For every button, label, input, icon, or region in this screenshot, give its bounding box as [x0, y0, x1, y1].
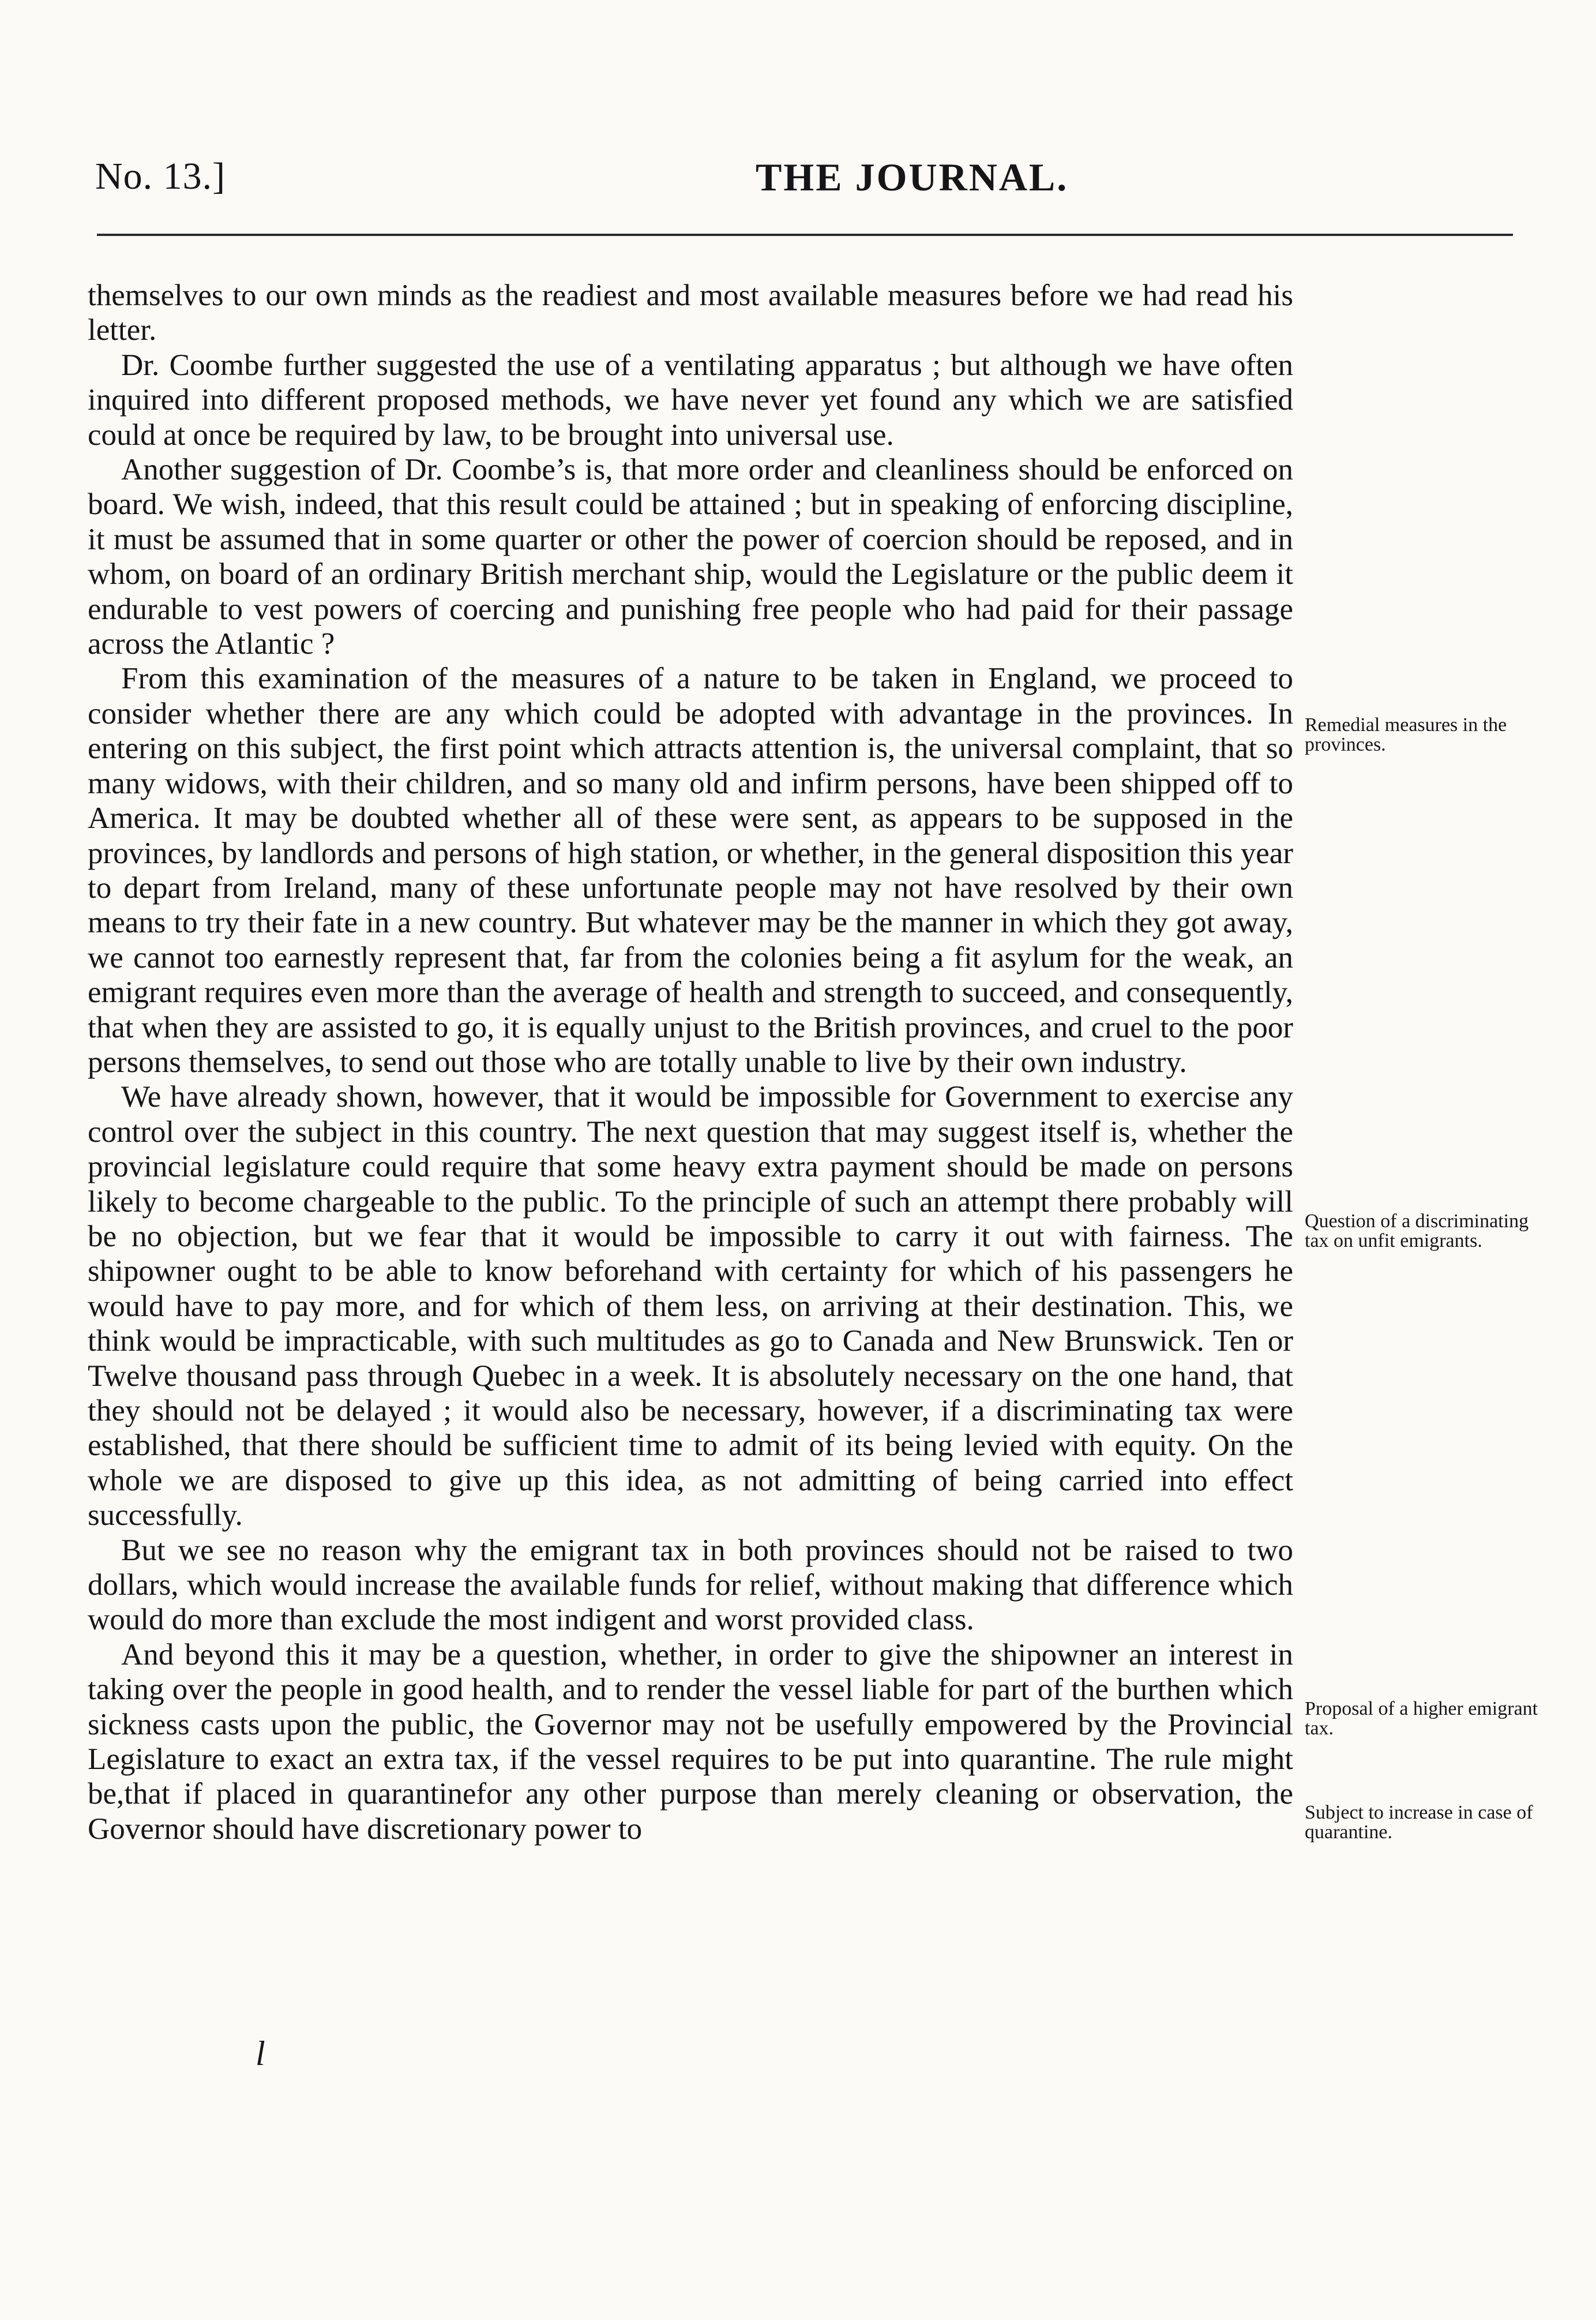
paragraph: But we see no reason why the emigrant tax in both provinces should not be raised to two dollars, which would increase the available funds for relief, without making that difference which would do more than exclude the most indigent and worst provided class. [88, 1533, 1293, 1637]
signature-mark: l [256, 2034, 265, 2072]
margin-note-remedial: Remedial measures in the provinces. [1305, 714, 1507, 755]
journal-title: THE JOURNAL. [756, 155, 1069, 199]
issue-number: No. 13.] [95, 155, 226, 197]
main-text [88, 278, 1293, 1846]
paragraph: From this examination of the measures of a nature to be taken in England, we proceed to consider whether there are any which could be adopted with advantage in the provinces. In entering on this subject, the first point which attracts attention is, the universal complaint, that so many widows, with their children, and so many old and infirm persons, have been shipped off to America. It may be doubted whether all of these were sent, as appears to be supposed in the provinces, by landlords and persons of high station, or whether, in the general disposition this year to depart from Ireland, many of these unfortunate people may not have resolved by their own means to try their fate in a new country. But whatever may be the manner in which they got away, we cannot too earnestly represent that, far from the colonies being a fit asylum for the weak, an emigrant requires even more than the average of health and strength to succeed, and consequently, that when they are assisted to go, it is equally unjust to the British provinces, and cruel to the poor persons themselves, to send out those who are totally unable to live by their own industry. [88, 662, 1293, 1079]
page-header [95, 155, 1514, 201]
paragraph: Dr. Coombe further suggested the use of a ventilating apparatus ; but although we have often inquired into different proposed methods, we have never yet found any which we are satisfied could at once be required by law, to be brought into universal use. [88, 348, 1293, 452]
paragraph: We have already shown, however, that it would be impossible for Government to exercise any control over the subject in this country. The next question that may suggest itself is, whether the provincial legislature could require that some heavy extra payment should be made on persons likely to become chargeable to the public. To the principle of such an attempt there probably will be no objection, but we fear that it would be impossible to carry it out with fairness. The shipowner ought to be able to know beforehand with certainty for which of his passengers he would have to pay more, and for which of them less, on arriving at their destination. This, we think would be impracticable, with such multitudes as go to Canada and New Brunswick. Ten or Twelve thousand pass through Quebec in a week. It is absolutely necessary on the one hand, that they should not be delayed ; it would also be necessary, however, if a discriminating tax were established, that there should be sufficient time to admit of its being levied with equity. On the whole we are disposed to give up this idea, as not admitting of being carried into effect successfully. [88, 1080, 1293, 1532]
margin-note-quarantine: Subject to increase in case of quarantine. [1305, 1802, 1533, 1843]
margin-note-discriminating-tax: Question of a discriminating tax on unfit emigrants. [1305, 1210, 1529, 1251]
header-rule [97, 234, 1513, 236]
margin-note-higher-tax: Proposal of a higher emigrant tax. [1305, 1698, 1538, 1739]
paragraph: And beyond this it may be a question, whether, in order to give the shipowner an interest in taking over the people in good health, and to render the vessel liable for part of the burthen which sickness casts upon the public, the Governor may not be usefully empowered by the Provincial Legislature to exact an extra tax, if the vessel requires to be put into quarantine. The rule might be,that if placed in quarantinefor any other purpose than merely cleaning or observation, the Governor should have discretionary power to [88, 1637, 1293, 1846]
paragraph: Another suggestion of Dr. Coombe’s is, that more order and cleanliness should be enforced on board. We wish, indeed, that this result could be attained ; but in speaking of enforcing discipline, it must be assumed that in some quarter or other the power of coercion should be reposed, and in whom, on board of an ordinary British merchant ship, would the Legislature or the public deem it endurable to vest powers of coercing and punishing free people who had paid for their passage across the Atlantic ? [88, 453, 1293, 661]
paragraph: themselves to our own minds as the readiest and most available measures before we had read his letter. [88, 279, 1293, 347]
